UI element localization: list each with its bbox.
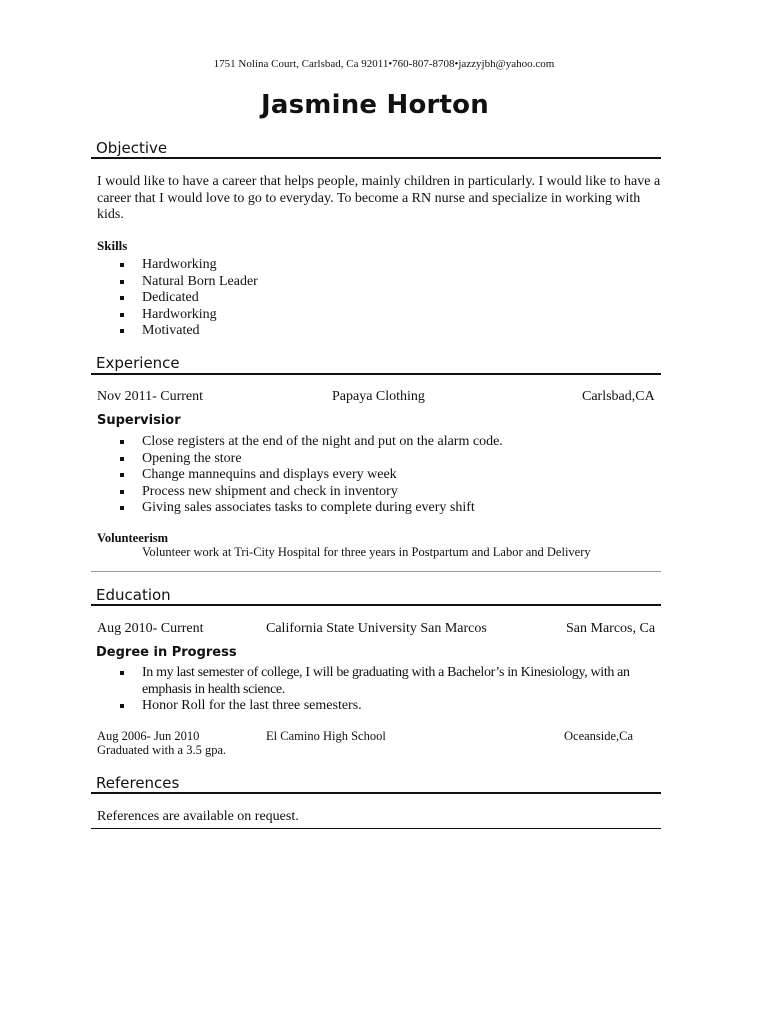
section-title-experience: Experience — [96, 354, 180, 372]
list-item: Close registers at the end of the night and put on the alarm code. — [120, 434, 503, 451]
highschool-location: Oceanside,Ca — [564, 729, 634, 743]
divider — [91, 571, 661, 572]
volunteer-text: Volunteer work at Tri-City Hospital for three years in Postpartum and Labor and Delivery — [142, 545, 591, 559]
volunteer-label: Volunteerism — [97, 531, 169, 545]
job-location: Carlsbad,CA — [582, 389, 655, 404]
list-item: Dedicated — [120, 290, 258, 307]
job-dates: Nov 2011- Current — [97, 389, 204, 404]
bullet-icon — [120, 671, 124, 675]
skills-label: Skills — [97, 238, 128, 253]
list-item: Process new shipment and check in inventory — [120, 484, 503, 501]
section-title-references: References — [96, 774, 180, 792]
section-title-objective: Objective — [96, 139, 168, 157]
list-item: In my last semester of college, I will be graduating with a Bachelor’s in Kinesiology, with an emphasis in health science. — [120, 665, 640, 698]
bullet-icon — [120, 329, 124, 333]
college-name: California State University San Marcos — [266, 621, 487, 636]
bullet-icon — [120, 473, 124, 477]
list-item: Hardworking — [120, 257, 258, 274]
bullet-icon — [120, 506, 124, 510]
skills-list — [120, 257, 258, 340]
section-divider — [91, 792, 661, 794]
list-item: Giving sales associates tasks to complete during every shift — [120, 500, 503, 517]
bullet-icon — [120, 263, 124, 267]
list-item: Opening the store — [120, 451, 503, 468]
college-location: San Marcos, Ca — [566, 621, 656, 636]
section-title-education: Education — [96, 586, 171, 604]
objective-text: I would like to have a career that helps people, mainly children in particularly. I would like to have a career that I would love to go to everyday. To become a RN nurse and specialize in working with kids. — [97, 174, 661, 222]
highschool-gpa: Graduated with a 3.5 gpa. — [97, 743, 227, 757]
list-item: Honor Roll for the last three semesters. — [120, 698, 640, 715]
job-company: Papaya Clothing — [332, 389, 425, 404]
bullet-icon — [120, 457, 124, 461]
college-notes — [120, 665, 640, 715]
highschool-name: El Camino High School — [266, 729, 386, 743]
bullet-icon — [120, 313, 124, 317]
highschool-dates: Aug 2006- Jun 2010 — [97, 729, 200, 743]
divider — [91, 828, 661, 829]
duties-list — [120, 434, 503, 517]
bullet-icon — [120, 440, 124, 444]
list-item: Change mannequins and displays every week — [120, 467, 503, 484]
section-divider — [91, 373, 661, 375]
list-item: Hardworking — [120, 307, 258, 324]
bullet-icon — [120, 296, 124, 300]
degree-status: Degree in Progress — [96, 645, 237, 660]
section-divider — [91, 604, 661, 606]
section-divider — [91, 157, 661, 159]
college-dates: Aug 2010- Current — [97, 621, 204, 636]
list-item: Motivated — [120, 323, 258, 340]
references-text: References are available on request. — [97, 809, 299, 824]
candidate-name: Jasmine Horton — [261, 90, 489, 120]
contact-line: 1751 Nolina Court, Carlsbad, Ca 92011•760-807-8708•jazzyjbh@yahoo.com — [213, 58, 555, 70]
bullet-icon — [120, 280, 124, 284]
bullet-icon — [120, 490, 124, 494]
job-role: Supervisior — [97, 413, 181, 428]
bullet-icon — [120, 704, 124, 708]
list-item: Natural Born Leader — [120, 274, 258, 291]
